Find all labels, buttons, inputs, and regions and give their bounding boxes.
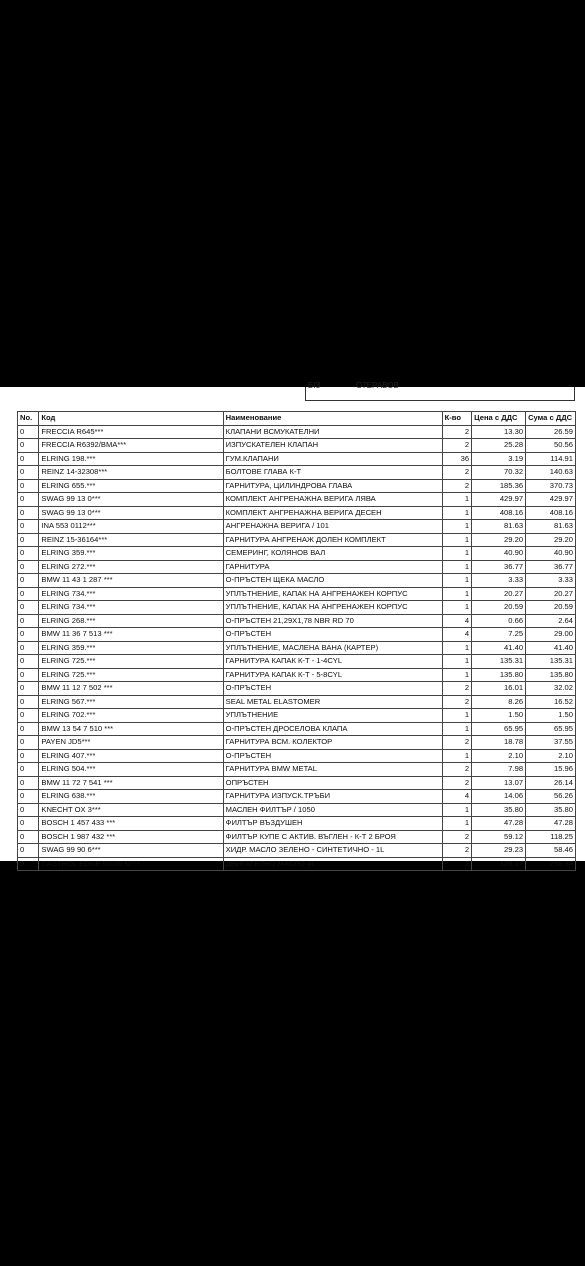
cell-price: 8.26 — [472, 695, 526, 709]
cell-sum: 50.56 — [526, 439, 576, 453]
cell-qty: 1 — [442, 506, 472, 520]
cell-name: ДВИГАТЕЛНО МАСЛО 4L — [223, 857, 442, 871]
cell-no: 0 — [18, 668, 39, 682]
cell-price: 1.50 — [472, 709, 526, 723]
cell-no: 0 — [18, 682, 39, 696]
cell-qty: 2 — [442, 776, 472, 790]
cell-qty: 1 — [442, 493, 472, 507]
cell-code: FRECCIA R645*** — [39, 425, 223, 439]
cell-name: УПЛЪТНЕНИЕ — [223, 709, 442, 723]
cell-no: 0 — [18, 695, 39, 709]
cell-name: О-ПРЪСТЕН — [223, 628, 442, 642]
table-row — [18, 533, 576, 547]
cell-no: 0 — [18, 641, 39, 655]
table-row — [18, 749, 576, 763]
cell-qty: 1 — [442, 520, 472, 534]
table-row — [18, 736, 576, 750]
cell-no: 0 — [18, 520, 39, 534]
cell-code: ELRING 725.*** — [39, 655, 223, 669]
table-row — [18, 695, 576, 709]
cell-qty: 1 — [442, 574, 472, 588]
cell-name: ГАРНИТУРА ВСМ. КОЛЕКТОР — [223, 736, 442, 750]
cell-qty: 1 — [442, 547, 472, 561]
header-code: Код — [39, 412, 223, 426]
cell-price: 13.07 — [472, 776, 526, 790]
cell-sum: 140.63 — [526, 466, 576, 480]
cell-sum: 20.27 — [526, 587, 576, 601]
table-row — [18, 547, 576, 561]
cell-price: 14.06 — [472, 790, 526, 804]
cell-name: ОПРЪСТЕН — [223, 776, 442, 790]
cell-qty: 2 — [442, 830, 472, 844]
cell-code: REINZ 15-36164*** — [39, 533, 223, 547]
cell-name: ИЗПУСКАТЕЛЕН КЛАПАН — [223, 439, 442, 453]
cell-price: 7.25 — [472, 628, 526, 642]
cell-no: 0 — [18, 533, 39, 547]
cell-no: 0 — [18, 776, 39, 790]
cell-sum: 429.97 — [526, 493, 576, 507]
table-row — [18, 857, 576, 871]
cell-name: УПЛЪТНЕНИЕ, КАПАК НА АНГРЕНАЖЕН КОРПУС — [223, 601, 442, 615]
cell-code: ELRING 359.*** — [39, 641, 223, 655]
cell-sum: 41.40 — [526, 641, 576, 655]
cell-no: 0 — [18, 709, 39, 723]
cell-qty: 1 — [442, 560, 472, 574]
cell-name: О-ПРЪСТЕН ДРОСЕЛОВА КЛАПА — [223, 722, 442, 736]
cell-qty: 4 — [442, 790, 472, 804]
cell-sum: 118.25 — [526, 830, 576, 844]
cell-qty: 1 — [442, 655, 472, 669]
cell-name: УПЛЪТНЕНИЕ, МАСЛЕНА ВАНА (КАРТЕР) — [223, 641, 442, 655]
table-row — [18, 830, 576, 844]
cell-qty: 2 — [442, 479, 472, 493]
cell-sum: 37.55 — [526, 736, 576, 750]
cell-sum: 65.95 — [526, 722, 576, 736]
cell-code: SWAG 99 13 0*** — [39, 493, 223, 507]
cell-price: 40.90 — [472, 547, 526, 561]
document-page — [0, 381, 585, 868]
cell-code: PAYEN JD5*** — [39, 736, 223, 750]
cell-code: REINZ 14-32308*** — [39, 466, 223, 480]
cell-name: КЛАПАНИ ВСМУКАТЕЛНИ — [223, 425, 442, 439]
cell-code: SWAG 99 13 0*** — [39, 506, 223, 520]
cell-name: О-ПРЪСТЕН 21,29Х1,78 NBR RD 70 — [223, 614, 442, 628]
cell-price: 13.30 — [472, 425, 526, 439]
cell-sum: 135.31 — [526, 655, 576, 669]
cell-code: ELRING 725.*** — [39, 668, 223, 682]
cell-qty: 2 — [442, 466, 472, 480]
cell-no: 0 — [18, 817, 39, 831]
table-row — [18, 614, 576, 628]
cell-sum: 81.63 — [526, 520, 576, 534]
cell-qty: 1 — [442, 817, 472, 831]
cell-no: 0 — [18, 749, 39, 763]
cell-name: О-ПРЪСТЕН — [223, 682, 442, 696]
cell-qty: 36 — [442, 452, 472, 466]
cell-price: 0.66 — [472, 614, 526, 628]
cell-name: ГАРНИТУРА BMW METAL — [223, 763, 442, 777]
cell-name: SEAL METAL ELASTOMER — [223, 695, 442, 709]
cell-code: ELRING 638.*** — [39, 790, 223, 804]
cell-no: 0 — [18, 655, 39, 669]
cell-qty: 1 — [442, 668, 472, 682]
cell-qty: 2 — [442, 425, 472, 439]
cell-qty: 4 — [442, 628, 472, 642]
cell-name: ФИЛТЪР ВЪЗДУШЕН — [223, 817, 442, 831]
table-row — [18, 574, 576, 588]
cell-code: BOSCH 1 457 433 *** — [39, 817, 223, 831]
cell-sum: 370.73 — [526, 479, 576, 493]
table-row — [18, 452, 576, 466]
table-row — [18, 790, 576, 804]
cell-qty: 1 — [442, 533, 472, 547]
cell-no: 0 — [18, 574, 39, 588]
cell-sum: 2.64 — [526, 614, 576, 628]
cell-qty: 1 — [442, 803, 472, 817]
table-row — [18, 587, 576, 601]
table-row — [18, 776, 576, 790]
cell-name: ГАРНИТУРА, ЦИЛИНДРОВА ГЛАВА — [223, 479, 442, 493]
table-row — [18, 844, 576, 858]
cell-price: 3.19 — [472, 452, 526, 466]
cell-no: 0 — [18, 830, 39, 844]
cell-qty: 2 — [442, 736, 472, 750]
cell-price: 408.16 — [472, 506, 526, 520]
cell-no: 0 — [18, 722, 39, 736]
cell-sum: 1.50 — [526, 709, 576, 723]
header-name: Наименование — [223, 412, 442, 426]
cell-sum: 15.96 — [526, 763, 576, 777]
cell-sum: 20.59 — [526, 601, 576, 615]
cell-name: ГАРНИТУРА ИЗПУСК.ТРЪБИ — [223, 790, 442, 804]
cell-price: 29.23 — [472, 844, 526, 858]
cell-price: 128.17 — [472, 857, 526, 871]
cell-qty: 4 — [442, 614, 472, 628]
cell-sum: 114.91 — [526, 452, 576, 466]
cell-no: 0 — [18, 803, 39, 817]
cell-qty: 2 — [442, 439, 472, 453]
table-body — [18, 425, 576, 871]
cell-code: BMW 11 12 7 502 *** — [39, 682, 223, 696]
cell-sum: 29.20 — [526, 533, 576, 547]
cell-no: 0 — [18, 790, 39, 804]
cell-no: 0 — [18, 452, 39, 466]
cell-name: СЕМЕРИНГ, КОЛЯНОВ ВАЛ — [223, 547, 442, 561]
cell-code: ELRING 407.*** — [39, 749, 223, 763]
cell-name: МАСЛЕН ФИЛТЪР / 1050 — [223, 803, 442, 817]
table-row — [18, 425, 576, 439]
cell-qty: 1 — [442, 709, 472, 723]
cell-qty: 1 — [442, 601, 472, 615]
cell-name: ГАРНИТУРА — [223, 560, 442, 574]
cell-no: 0 — [18, 560, 39, 574]
cell-price: 70.32 — [472, 466, 526, 480]
cell-code: BMW 13 54 7 510 *** — [39, 722, 223, 736]
cell-qty: 2 — [442, 695, 472, 709]
cell-code: ELRING 504.*** — [39, 763, 223, 777]
table-row — [18, 601, 576, 615]
table-row — [18, 520, 576, 534]
cell-sum: 26.14 — [526, 776, 576, 790]
cell-sum: 2.10 — [526, 749, 576, 763]
cell-name: О-ПРЪСТЕН ЩЕКА МАСЛО — [223, 574, 442, 588]
cell-sum: 58.46 — [526, 844, 576, 858]
cell-sum: 29.00 — [526, 628, 576, 642]
cell-sum: 16.52 — [526, 695, 576, 709]
cell-sum: 35.80 — [526, 803, 576, 817]
cell-price: 59.12 — [472, 830, 526, 844]
cell-code: ELRING 272.*** — [39, 560, 223, 574]
cell-price: 2.10 — [472, 749, 526, 763]
cell-sum: 56.26 — [526, 790, 576, 804]
cell-price: 16.01 — [472, 682, 526, 696]
cell-qty: 2 — [442, 857, 472, 871]
cell-code: KNECHT OX 3*** — [39, 803, 223, 817]
cell-price: 35.80 — [472, 803, 526, 817]
cell-sum: 135.80 — [526, 668, 576, 682]
cell-qty: 1 — [442, 641, 472, 655]
cell-sum: 40.90 — [526, 547, 576, 561]
cell-no: 0 — [18, 601, 39, 615]
cell-code: BOSCH 1 987 432 *** — [39, 830, 223, 844]
header-fragment-left: БІЗ — [308, 381, 321, 390]
cell-name: ГУМ.КЛАПАНИ — [223, 452, 442, 466]
header-fragment-right: О7ЕРАВОВ — [356, 381, 399, 390]
cell-qty: 1 — [442, 722, 472, 736]
cell-no: 0 — [18, 763, 39, 777]
cell-sum: 256.34 — [526, 857, 576, 871]
table-row — [18, 641, 576, 655]
cell-name: ГАРНИТУРА КАПАК К-Т - 5-8CYL — [223, 668, 442, 682]
cell-name: ХИДР. МАСЛО ЗЕЛЕНО - СИНТЕТИЧНО - 1L — [223, 844, 442, 858]
cell-price: 185.36 — [472, 479, 526, 493]
cell-code: ELRING 268.*** — [39, 614, 223, 628]
cell-price: 135.80 — [472, 668, 526, 682]
cell-no: 0 — [18, 479, 39, 493]
cell-price: 47.28 — [472, 817, 526, 831]
cell-price: 135.31 — [472, 655, 526, 669]
cell-price: 429.97 — [472, 493, 526, 507]
cell-name: КОМПЛЕКТ АНГРЕНАЖНА ВЕРИГА ЛЯВА — [223, 493, 442, 507]
cell-price: 36.77 — [472, 560, 526, 574]
cell-code: SWAG 99 90 6*** — [39, 844, 223, 858]
table-row — [18, 628, 576, 642]
cell-price: 20.27 — [472, 587, 526, 601]
header-no: No. — [18, 412, 39, 426]
cell-name: УПЛЪТНЕНИЕ, КАПАК НА АНГРЕНАЖЕН КОРПУС — [223, 587, 442, 601]
table-row — [18, 655, 576, 669]
cell-no: 0 — [18, 587, 39, 601]
table-row — [18, 493, 576, 507]
cell-code: ELRING 655.*** — [39, 479, 223, 493]
cell-price: 3.33 — [472, 574, 526, 588]
cell-sum: 26.59 — [526, 425, 576, 439]
table-row — [18, 682, 576, 696]
table-row — [18, 709, 576, 723]
table-row — [18, 763, 576, 777]
cell-qty: 1 — [442, 587, 472, 601]
header-fragment — [305, 381, 575, 401]
cell-code: BMW 11 72 7 541 *** — [39, 776, 223, 790]
cell-code: ELRING 734.*** — [39, 587, 223, 601]
table-row — [18, 668, 576, 682]
cell-price: 65.95 — [472, 722, 526, 736]
cell-sum: 47.28 — [526, 817, 576, 831]
cell-qty: 2 — [442, 682, 472, 696]
cell-qty: 1 — [442, 749, 472, 763]
cell-no: 0 — [18, 736, 39, 750]
cell-code: BMW 11 36 7 513 *** — [39, 628, 223, 642]
table-row — [18, 506, 576, 520]
cell-no: 0 — [18, 628, 39, 642]
table-row — [18, 466, 576, 480]
table-row — [18, 722, 576, 736]
cell-sum: 32.02 — [526, 682, 576, 696]
cell-code: INA 553 0112*** — [39, 520, 223, 534]
cell-code: ELRING 567.*** — [39, 695, 223, 709]
cell-price: 25.28 — [472, 439, 526, 453]
cell-name: ГАРНИТУРА АНГРЕНАЖ ДОЛЕН КОМПЛЕКТ — [223, 533, 442, 547]
cell-code: ELRING 359.*** — [39, 547, 223, 561]
header-price: Цена с ДДС — [472, 412, 526, 426]
table-row — [18, 560, 576, 574]
cell-no: 0 — [18, 857, 39, 871]
cell-no: 0 — [18, 439, 39, 453]
cell-price: 20.59 — [472, 601, 526, 615]
table-row — [18, 479, 576, 493]
cell-name: ФИЛТЪР КУПЕ С АКТИВ. ВЪГЛЕН - К-Т 2 БРОЯ — [223, 830, 442, 844]
cell-no: 0 — [18, 466, 39, 480]
cell-code: ELRING 702.*** — [39, 709, 223, 723]
cell-code: ELRING 734.*** — [39, 601, 223, 615]
cell-code: ELRING 198.*** — [39, 452, 223, 466]
cell-no: 0 — [18, 547, 39, 561]
cell-price: 7.98 — [472, 763, 526, 777]
cell-code: FRECCIA R6392/BMA*** — [39, 439, 223, 453]
table-row — [18, 817, 576, 831]
cell-price: 29.20 — [472, 533, 526, 547]
header-qty: К-во — [442, 412, 472, 426]
cell-sum: 36.77 — [526, 560, 576, 574]
cell-sum: 408.16 — [526, 506, 576, 520]
cell-name: БОЛТОВЕ ГЛАВА К-Т — [223, 466, 442, 480]
cell-qty: 2 — [442, 844, 472, 858]
table-row — [18, 803, 576, 817]
cell-code: CASTROL EDGE 5W30 M*** — [39, 857, 223, 871]
table-row — [18, 439, 576, 453]
table-header-row — [18, 412, 576, 426]
cell-name: КОМПЛЕКТ АНГРЕНАЖНА ВЕРИГА ДЕСЕН — [223, 506, 442, 520]
cell-qty: 2 — [442, 763, 472, 777]
cell-no: 0 — [18, 425, 39, 439]
cell-no: 0 — [18, 506, 39, 520]
cell-code: BMW 11 43 1 287 *** — [39, 574, 223, 588]
cell-name: ГАРНИТУРА КАПАК К-Т - 1-4CYL — [223, 655, 442, 669]
cell-no: 0 — [18, 844, 39, 858]
cell-price: 18.78 — [472, 736, 526, 750]
cell-price: 41.40 — [472, 641, 526, 655]
cell-sum: 3.33 — [526, 574, 576, 588]
cell-name: О-ПРЪСТЕН — [223, 749, 442, 763]
cell-name: АНГРЕНАЖНА ВЕРИГА / 101 — [223, 520, 442, 534]
header-sum: Сума с ДДС — [526, 412, 576, 426]
cell-no: 0 — [18, 493, 39, 507]
parts-table — [17, 411, 576, 871]
cell-no: 0 — [18, 614, 39, 628]
cell-price: 81.63 — [472, 520, 526, 534]
